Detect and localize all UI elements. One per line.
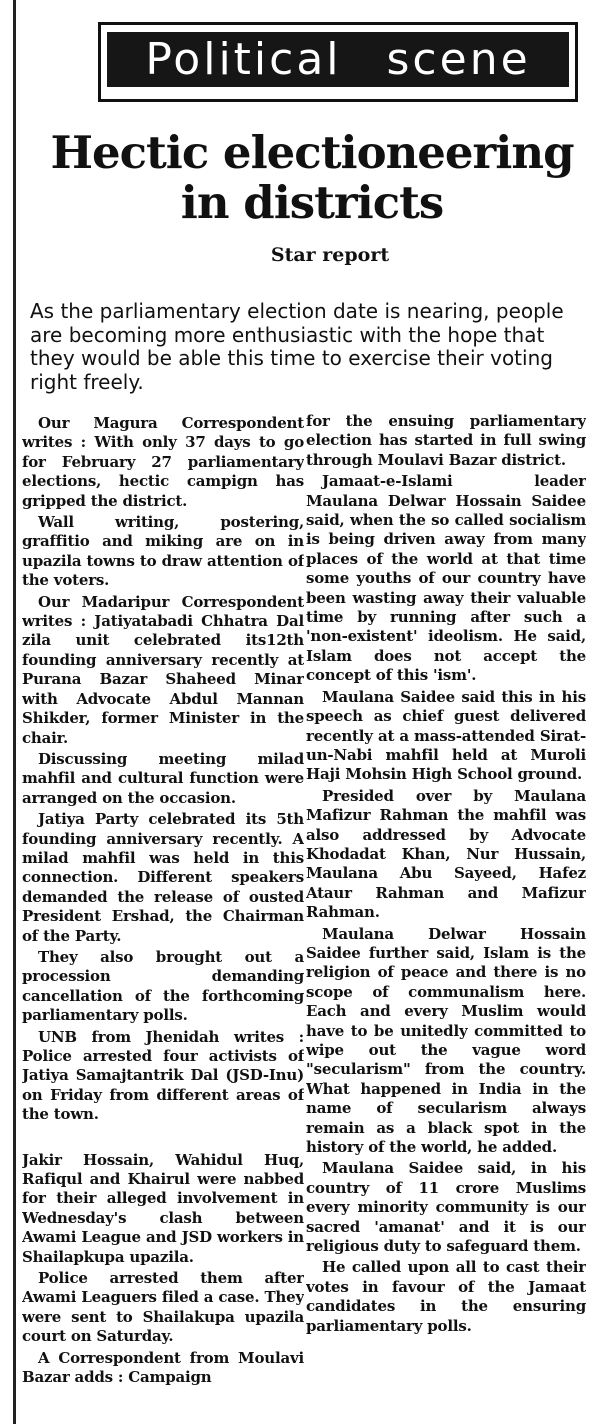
headline-line-1: Hectic electioneering — [50, 126, 574, 179]
paragraph: A Correspondent from Moulavi Bazar adds : Campaign — [22, 1348, 304, 1387]
paragraph: They also brought out a procession demanding cancellation of the forthcoming parliamentary polls. — [22, 947, 304, 1025]
paragraph: Our Magura Correspondent writes : With only 37 days to go for February 27 parliamentary elections, hectic campign has gripped the district. — [22, 414, 304, 510]
section-banner — [98, 22, 578, 102]
headline-line-2: in districts — [180, 176, 444, 229]
paragraph: Presided over by Maulana Mafizur Rahman the mahfil was also addressed by Advocate Khodadat Khan, Nur Hussain, Maulana Abu Sayeed, Hafez Ataur Rahman and Mafizur Rahman. — [306, 786, 586, 922]
paragraph: Jakir Hossain, Wahidul Huq, Rafiqul and Khairul were nabbed for their alleged involvement in Wednesday's clash between Awami League and JSD workers in Shailapkupa upazila. — [22, 1150, 304, 1266]
paragraph: Discussing meeting milad mahfil and cultural function were arranged on the occasion. — [22, 749, 304, 807]
section-title: Political scene — [145, 34, 531, 85]
paragraph: He called upon all to cast their votes in favour of the Jamaat candidates in the ensuring parliamentary polls. — [306, 1258, 586, 1335]
paragraph: Maulana Delwar Hossain Saidee further said, Islam is the religion of peace and there is no scope of communalism here. Each and every Muslim would have to be unitedly committed to wipe out the vague word "secularism" from the country. What happened in India in the name of secularism always remain as a black spot in the history of the world, he added. — [306, 924, 586, 1157]
headline — [18, 128, 606, 228]
column-rule — [13, 0, 16, 1424]
paragraph: Jamaat-e-Islami leader Maulana Delwar Hossain Saidee said, when the so called socialism is being driven away from many places of the world at that time some youths of our country have been wasting away their valuable time by running after such a 'non-existent' ideolism. He said, Islam does not accept the concept of this 'ism'. — [306, 472, 586, 685]
paragraph: UNB from Jhenidah writes : Police arrested four activists of Jatiya Samajtantrik Dal (JSD-Inu) on Friday from different areas of the town. — [22, 1027, 304, 1124]
paragraph: for the ensuing parliamentary election has started in full swing through Moulavi Bazar district. — [306, 412, 586, 469]
paragraph: Maulana Saidee said, in his country of 11 crore Muslims every minority community is our sacred 'amanat' and it is our religious duty to safeguard them. — [306, 1159, 586, 1256]
paragraph: Maulana Saidee said this in his speech as chief guest delivered recently at a mass-attended Sirat-un-Nabi mahfil held at Muroli Haji Mohsin High School ground. — [306, 687, 586, 784]
banner-bar — [107, 32, 569, 87]
article-column-right — [306, 412, 586, 1412]
paragraph: Police arrested them after Awami Leaguers filed a case. They were sent to Shailakupa upazila court on Saturday. — [22, 1269, 304, 1346]
paragraph: Our Madaripur Correspondent writes : Jatiyatabadi Chhatra Dal zila unit celebrated its12th founding anniversary recently at Purana Bazar Shaheed Minar with Advocate Abdul Mannan Shikder, former Minister in the chair. — [22, 592, 304, 747]
paragraph: Jatiya Party celebrated its 5th founding anniversary recently. A milad mahfil was held in this connection. Different speakers demanded the release of ousted President Ershad, the Chairman of the Party. — [22, 810, 304, 945]
intro-paragraph: As the parliamentary election date is nearing, people are becoming more enthusiastic with the hope that they would be able this time to exercise their voting right freely. — [30, 299, 564, 394]
article-column-left — [22, 414, 304, 1414]
paragraph: Wall writing, postering, graffitio and miking are on in upazila towns to draw attention of the voters. — [22, 513, 304, 590]
byline: Star report — [270, 244, 390, 266]
